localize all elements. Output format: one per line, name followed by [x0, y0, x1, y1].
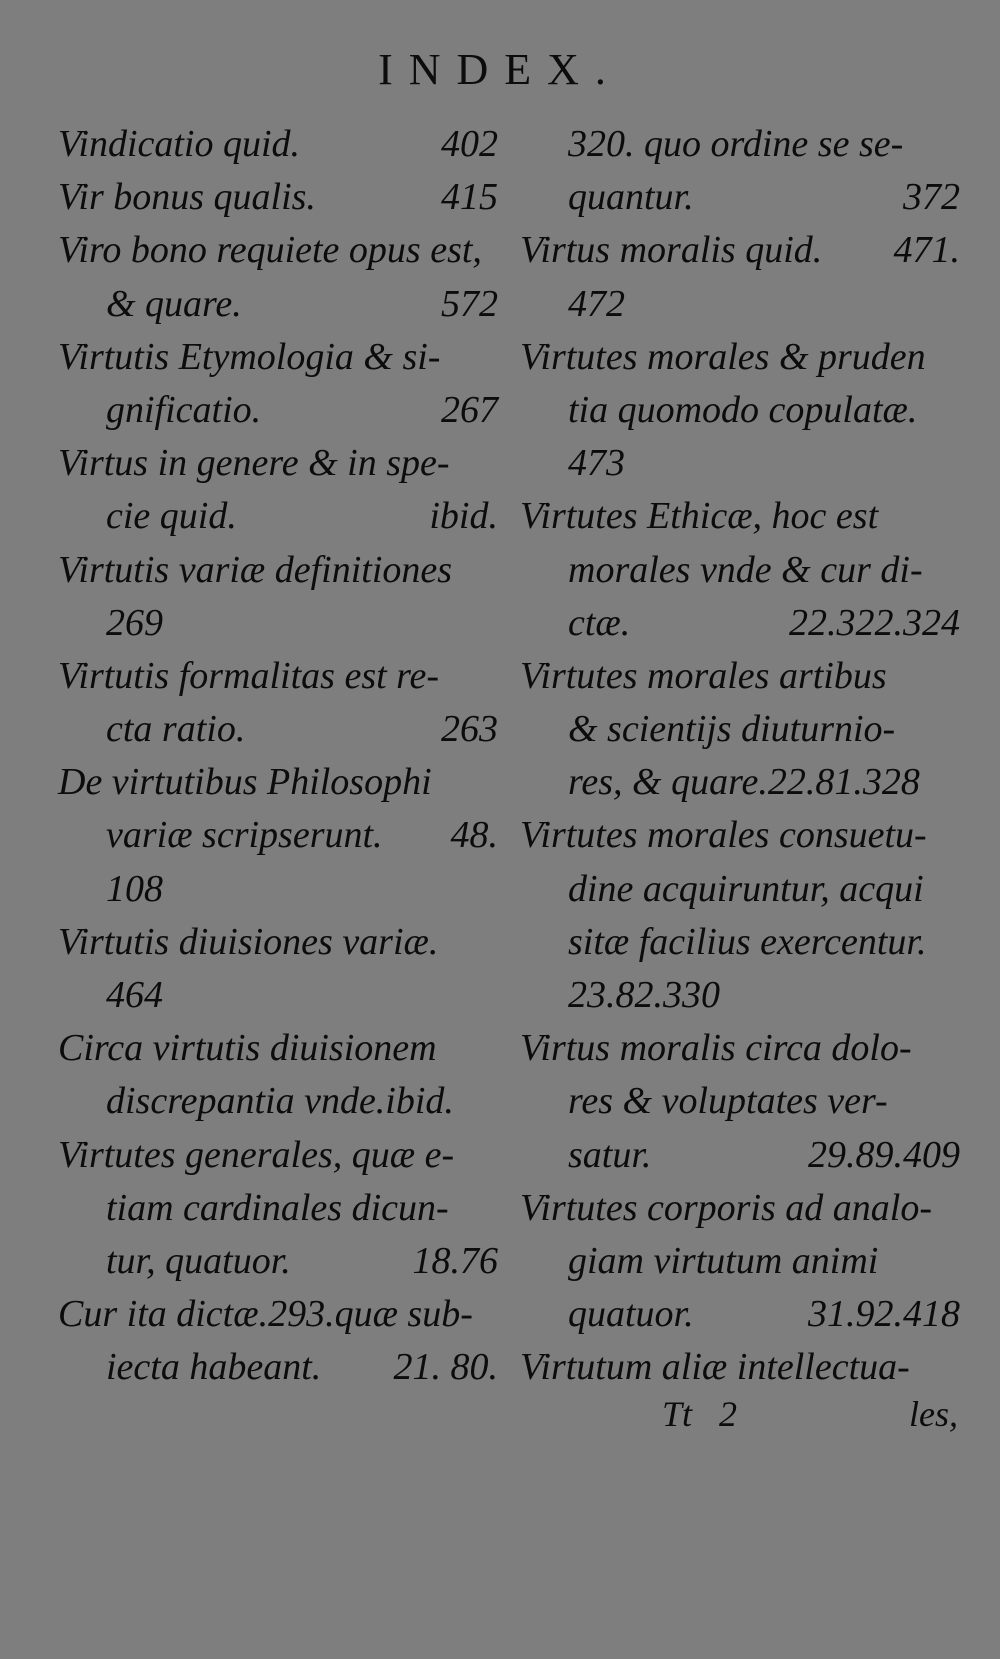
index-entry-line	[58, 331, 498, 384]
index-entry-line	[520, 224, 960, 277]
index-entry-line	[58, 969, 498, 1022]
entry-text: 464	[106, 974, 163, 1016]
entry-text: 23.82.330	[568, 974, 720, 1016]
index-entry-line	[58, 544, 498, 597]
entry-text: satur.	[568, 1133, 652, 1176]
entry-text: tur, quatuor.	[106, 1239, 291, 1282]
entry-text: tia quomodo copulatæ.	[568, 388, 918, 431]
index-entry-line	[58, 224, 498, 277]
index-entry-line	[58, 437, 498, 490]
index-entry-line	[520, 278, 960, 331]
entry-text: Virtutis diuisiones variæ.	[58, 920, 439, 963]
index-entry-line	[520, 544, 960, 597]
index-entry-line	[520, 384, 960, 437]
index-entry-line	[58, 597, 498, 650]
entry-text: res, & quare.22.81.328	[568, 761, 920, 804]
catchword: les,	[909, 1394, 958, 1434]
page-header: INDEX.	[378, 45, 622, 94]
index-entry-line	[520, 650, 960, 703]
entry-text: Virtutis Etymologia & si-	[58, 335, 441, 378]
entry-text: gnificatio.	[106, 388, 262, 431]
entry-text: variæ scripserunt.	[106, 814, 383, 857]
entry-text: 320. quo ordine se se-	[568, 123, 904, 165]
index-entry-line	[58, 1022, 498, 1075]
entry-text: Virtutum aliæ intellectua-	[520, 1346, 910, 1389]
page-reference: 48.	[450, 814, 498, 857]
entry-text: Virtus moralis circa dolo-	[520, 1027, 912, 1070]
index-entry-line	[520, 703, 960, 756]
entry-text: & quare.	[106, 282, 242, 325]
index-entry-line	[520, 1075, 960, 1128]
entry-text: quatuor.	[568, 1293, 694, 1336]
entry-text: Virtutis formalitas est re-	[58, 654, 440, 697]
entry-text: Viro bono requiete opus est,	[58, 229, 482, 272]
index-entry-line	[520, 916, 960, 969]
page-reference: 29.89.409	[808, 1133, 960, 1176]
index-entry-line	[58, 1288, 498, 1341]
index-entry-line	[520, 969, 960, 1022]
index-entry-line	[520, 1341, 960, 1394]
index-column-left	[58, 118, 498, 1395]
entry-text: 473	[568, 442, 625, 485]
entry-text: cie quid.	[106, 495, 237, 538]
entry-text: sitæ facilius exercentur.	[568, 920, 927, 963]
page-reference: 263	[441, 708, 498, 751]
page-reference: 572	[441, 282, 498, 325]
entry-text: dine acquiruntur, acqui	[568, 867, 924, 910]
index-entry-line	[520, 437, 960, 490]
entry-text: Virtutes morales & pruden	[520, 335, 926, 378]
entry-text: giam virtutum animi	[568, 1239, 879, 1282]
entry-text: & scientijs diuturnio-	[568, 708, 896, 751]
entry-text: ctæ.	[568, 601, 631, 644]
index-entry-line	[58, 703, 498, 756]
entry-text: Virtutis variæ definitiones	[58, 548, 453, 591]
index-entry-line	[58, 1235, 498, 1288]
index-entry-line	[520, 1235, 960, 1288]
index-entry-line	[520, 809, 960, 862]
index-entry-line	[58, 916, 498, 969]
entry-text: Circa virtutis diuisionem	[58, 1027, 437, 1070]
page-reference: 18.76	[412, 1239, 498, 1282]
index-entry-line	[520, 118, 960, 171]
index-entry-line	[58, 1129, 498, 1182]
index-entry-line	[520, 863, 960, 916]
page-reference: 471.	[893, 229, 960, 272]
index-entry-line	[520, 171, 960, 224]
entry-text: Virtutes Ethicæ, hoc est	[520, 495, 879, 538]
index-entry-line	[58, 809, 498, 862]
page-reference: 267	[441, 388, 498, 431]
index-entry-line	[58, 863, 498, 916]
entry-text: 269	[106, 601, 163, 644]
index-entry-line	[58, 118, 498, 171]
entry-text: discrepantia vnde.ibid.	[106, 1080, 454, 1123]
entry-text: cta ratio.	[106, 708, 246, 751]
index-entry-line	[58, 278, 498, 331]
index-entry-line	[58, 490, 498, 543]
entry-text: morales vnde & cur di-	[568, 548, 923, 591]
page-reference: 22.322.324	[789, 601, 960, 644]
entry-text: quantur.	[568, 176, 694, 219]
entry-text: tiam cardinales dicun-	[106, 1186, 449, 1229]
index-entry-line	[58, 1341, 498, 1394]
page-reference: 402	[441, 123, 498, 165]
entry-text: 472	[568, 282, 625, 325]
page-reference: 21. 80.	[393, 1346, 498, 1389]
index-entry-line	[520, 1182, 960, 1235]
entry-text: iecta habeant.	[106, 1346, 322, 1389]
entry-text: Vindicatio quid.	[58, 123, 301, 165]
index-entry-line	[58, 1075, 498, 1128]
entry-text: Virtutes generales, quæ e-	[58, 1133, 455, 1176]
index-entry-line	[58, 1182, 498, 1235]
index-column-right	[520, 118, 960, 1395]
index-entry-line	[58, 384, 498, 437]
entry-text: Virtutes morales consuetu-	[520, 814, 927, 857]
entry-text: De virtutibus Philosophi	[58, 761, 432, 804]
index-entry-line	[520, 1129, 960, 1182]
page-reference: 31.92.418	[808, 1293, 960, 1336]
index-entry-line	[58, 756, 498, 809]
index-entry-line	[520, 756, 960, 809]
entry-text: 108	[106, 867, 163, 910]
entry-text: res & voluptates ver-	[568, 1080, 888, 1123]
page-reference: ibid.	[429, 495, 498, 538]
index-entry-line	[58, 171, 498, 224]
index-entry-line	[520, 1288, 960, 1341]
page-reference: 372	[903, 176, 960, 219]
index-entry-line	[520, 1022, 960, 1075]
entry-text: Virtus moralis quid.	[520, 229, 823, 272]
index-entry-line	[520, 490, 960, 543]
signature-mark: Tt 2	[662, 1394, 738, 1434]
index-entry-line	[520, 597, 960, 650]
index-entry-line	[58, 650, 498, 703]
entry-text: Virtus in genere & in spe-	[58, 442, 450, 485]
entry-text: Virtutes corporis ad analo-	[520, 1186, 933, 1229]
page-reference: 415	[441, 176, 498, 219]
entry-text: Cur ita dictæ.293.quæ sub-	[58, 1293, 473, 1336]
entry-text: Vir bonus qualis.	[58, 176, 316, 219]
index-entry-line	[520, 331, 960, 384]
entry-text: Virtutes morales artibus	[520, 654, 887, 697]
